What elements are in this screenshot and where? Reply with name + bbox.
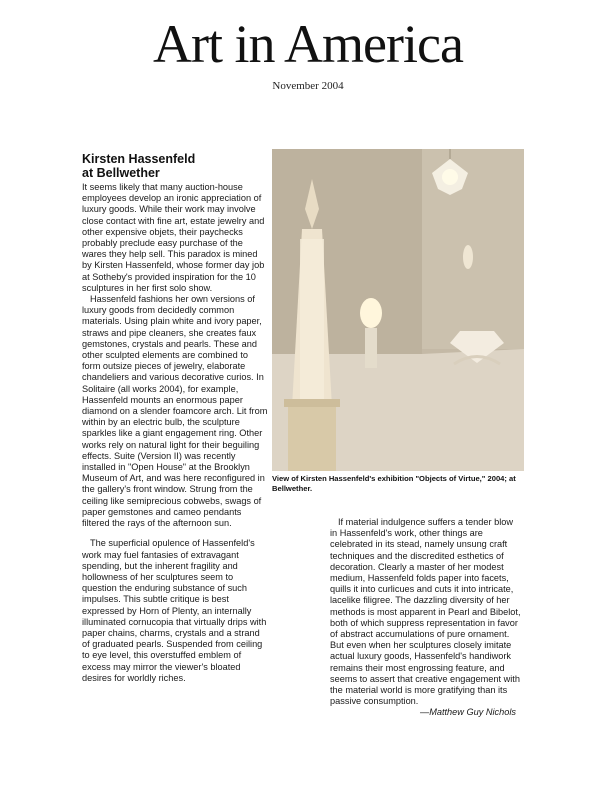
exhibition-photo-illustration — [272, 149, 524, 471]
article-byline: —Matthew Guy Nichols — [420, 707, 516, 718]
issue-date: November 2004 — [272, 80, 344, 92]
article-headline: Kirsten Hassenfeld at Bellwether — [82, 152, 196, 180]
exhibition-photo — [272, 149, 524, 471]
article-paragraph-1: It seems likely that many auction-house employees develop an ironic appreciation of luxury goods. While their work may involve close contact with fine art, estate jewelry and other expensive objets, their paychecks probably preclude easy purchase of the wares they help sell. This paradox is mined by Kirsten Hassenfeld, whose former day job at Sotheby's provided inspiration for the 10 sculptures in her first solo show. — [82, 182, 265, 293]
photo-caption: View of Kirsten Hassenfeld's exhibition "Objects of Virtue," 2004; at Bellwether. — [272, 474, 516, 493]
article-column-right — [330, 517, 522, 719]
article-paragraph-2: Hassenfeld fashions her own versions of luxury goods from decidedly common materials. Using plain white and ivory paper, straws and pipe cleaners, she creates faux gemstones, crystals and pearls. These and other sculpted elements are combined to form outsize pieces of jewelry, elaborate chandeliers and various decorative curios. In Solitaire (all works 2004), for example, Hassenfeld mounts an enormous paper diamond on a slender foamcore arch. Lit from within by an electric bulb, the sculpture sparkles like a giant engagement ring. Other works rely on natural light for their beguiling effects. Suite (Version II) was recently installed in "Open House" at the Brooklyn Museum of Art, and was here reconfigured in the gallery's front window. Strung from the ceiling like semiprecious cobwebs, swags of paper gemstones and cameo pendants filtered the rays of the afternoon sun. — [82, 294, 268, 529]
magazine-masthead: Art in America — [153, 14, 463, 74]
article-column-left — [82, 182, 268, 684]
article-paragraph-4: If material indulgence suffers a tender blow in Hassenfeld's work, other things are celebrated in its stead, namely unsung craft techniques and the discredited esthetics of decoration. Clearly a master of her modest medium, Hassenfeld folds paper into facets, quills it into curlicues and cuts it into intricate, lacelike filigree. The dazzling diversity of her methods is most apparent in Pearl and Bibelot, both of which suppress representation in favor of abstract accumulations of pure ornament. But even when her sculptures closely imitate actual luxury goods, Hassenfeld's handiwork remains their most engrossing feature, and seems to assert that creative engagement with the material world is more gratifying than its passive consumption. — [330, 517, 521, 707]
article-paragraph-3: The superficial opulence of Hassenfeld's work may fuel fantasies of extravagant spending, but the inherent fragility and hollowness of her sculptures seem to question the enduring substance of such impulses. This subtle critique is best expressed by Horn of Plenty, an internally illuminated cornucopia that virtually drips with paper chains, charms, crystals and a strand of graduated pearls. Suspended from ceiling to eye level, this overstuffed emblem of excess may mirror the viewer's bloated desires for worldly riches. — [82, 538, 267, 683]
wall-sconce-sculpture — [463, 245, 473, 269]
